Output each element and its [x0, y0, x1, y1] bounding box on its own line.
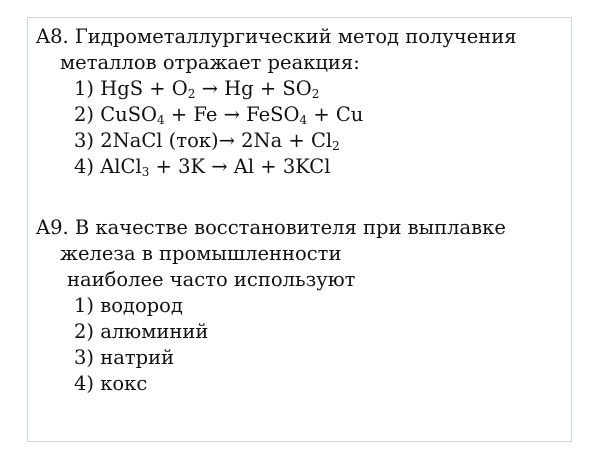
question-a8-line1 — [36, 24, 566, 50]
option-number: 3) — [74, 346, 95, 369]
answer-option — [36, 345, 566, 371]
option-number: 2) — [74, 103, 95, 126]
question-a9-text-line3: наиболее часто используют — [67, 268, 356, 291]
option-number: 2) — [74, 320, 95, 343]
option-number: 1) — [74, 294, 95, 317]
option-formula: CuSO$_4$ + Fe → FeSO$_4$ + Cu — [100, 103, 364, 127]
answer-option — [36, 102, 566, 128]
option-formula: 2NaCl $(ток)\to 2Na + Cl_2$ — [100, 129, 340, 153]
answer-option — [36, 128, 566, 154]
answer-option — [36, 76, 566, 102]
slide-page — [27, 17, 572, 442]
option-text: натрий — [100, 346, 175, 369]
option-text: водород — [100, 294, 183, 317]
question-a8-text-line1: Гидрометаллургический метод получения — [74, 25, 517, 48]
question-a8-text-line2: металлов отражает реакция: — [60, 51, 360, 74]
option-formula: AlCl$_3$ + 3K → Al + 3KCl — [100, 155, 331, 179]
question-a9 — [36, 215, 566, 397]
option-text: алюминий — [100, 320, 209, 343]
answer-option — [36, 293, 566, 319]
question-a8 — [36, 24, 566, 180]
question-a9-text-line2: железа в промышленности — [60, 242, 342, 265]
question-a8-number: A8. — [36, 25, 69, 48]
question-a9-text-line1: В качестве восстановителя при выплавке — [74, 216, 506, 239]
option-number: 1) — [74, 77, 95, 100]
option-number: 3) — [74, 129, 95, 152]
question-a9-number: A9. — [36, 216, 69, 239]
answer-option — [36, 154, 566, 180]
option-number: 4) — [74, 372, 95, 395]
answer-option — [36, 371, 566, 397]
option-number: 4) — [74, 155, 95, 178]
option-formula: HgS + $O_2 \to Hg + SO_2$ — [100, 77, 320, 101]
question-a9-line1 — [36, 215, 566, 241]
option-text: кокс — [100, 372, 148, 395]
answer-option — [36, 319, 566, 345]
